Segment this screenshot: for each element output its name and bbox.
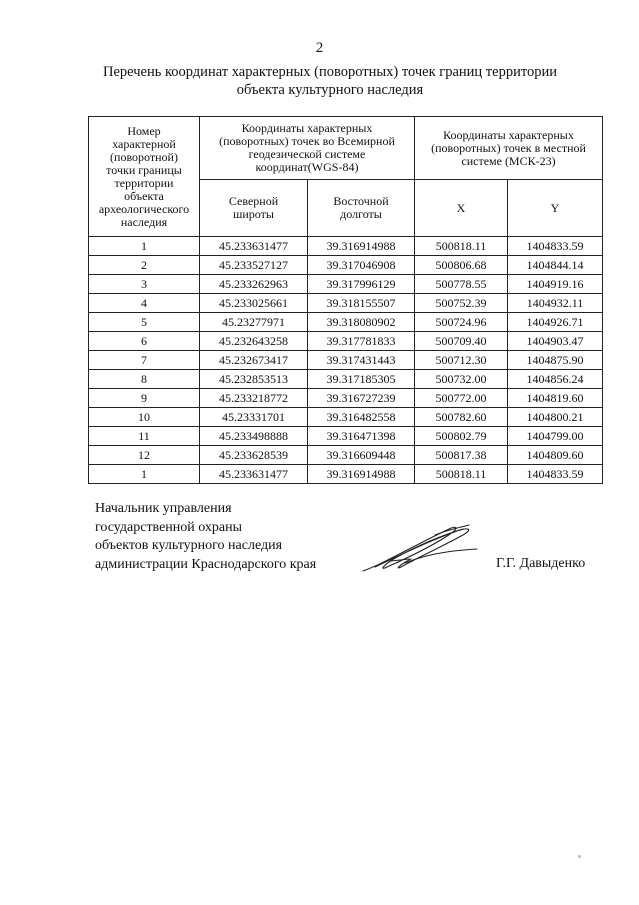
cell-num: 5 xyxy=(89,313,200,332)
cell-east: 39.317185305 xyxy=(308,370,415,389)
header-point-number: Номер характерной (поворотной) точки границы территории объекта археологического наследия xyxy=(89,117,200,237)
cell-x: 500752.39 xyxy=(415,294,508,313)
cell-y: 1404903.47 xyxy=(508,332,603,351)
cell-x: 500778.55 xyxy=(415,275,508,294)
cell-north: 45.233631477 xyxy=(200,237,308,256)
cell-num: 2 xyxy=(89,256,200,275)
signatory-position-line: объектов культурного наследия xyxy=(95,538,283,553)
signature-block xyxy=(95,500,316,574)
handwritten-signature xyxy=(345,515,495,585)
cell-north: 45.233631477 xyxy=(200,465,308,484)
signatory-position-line: Начальник управления xyxy=(95,501,232,516)
cell-x: 500818.11 xyxy=(415,465,508,484)
cell-y: 1404819.60 xyxy=(508,389,603,408)
cell-east: 39.317046908 xyxy=(308,256,415,275)
cell-x: 500732.00 xyxy=(415,370,508,389)
cell-num: 11 xyxy=(89,427,200,446)
cell-num: 10 xyxy=(89,408,200,427)
signatory-position-line: государственной охраны xyxy=(95,519,243,535)
cell-x: 500782.60 xyxy=(415,408,508,427)
cell-x: 500802.79 xyxy=(415,427,508,446)
header-x: X xyxy=(415,180,508,237)
title-line-2: объекта культурного наследия xyxy=(236,82,424,98)
cell-num: 1 xyxy=(89,237,200,256)
cell-x: 500818.11 xyxy=(415,237,508,256)
cell-east: 39.316914988 xyxy=(308,237,415,256)
table-row xyxy=(89,389,603,408)
cell-north: 45.232673417 xyxy=(200,351,308,370)
table-row xyxy=(89,275,603,294)
cell-north: 45.23331701 xyxy=(200,408,308,427)
scan-speck xyxy=(578,855,581,858)
table-row xyxy=(89,237,603,256)
header-y: Y xyxy=(508,180,603,237)
signatory-position-line: администрации Краснодарского края xyxy=(95,556,317,572)
cell-east: 39.316482558 xyxy=(308,408,415,427)
cell-east: 39.317781833 xyxy=(308,332,415,351)
cell-x: 500712.30 xyxy=(415,351,508,370)
cell-y: 1404799.00 xyxy=(508,427,603,446)
title-line-1: Перечень координат характерных (поворотных) точек границ территории xyxy=(102,64,558,80)
cell-x: 500772.00 xyxy=(415,389,508,408)
cell-north: 45.233498888 xyxy=(200,427,308,446)
header-wgs84: Координаты характерных (поворотных) точек во Всемирной геодезической системе координат(WGS-84) xyxy=(200,117,415,180)
table-row xyxy=(89,256,603,275)
cell-y: 1404856.24 xyxy=(508,370,603,389)
cell-east: 39.317996129 xyxy=(308,275,415,294)
coordinates-table xyxy=(88,116,603,484)
table-row xyxy=(89,446,603,465)
cell-y: 1404800.21 xyxy=(508,408,603,427)
cell-y: 1404932.11 xyxy=(508,294,603,313)
cell-east: 39.316914988 xyxy=(308,465,415,484)
table-row xyxy=(89,294,603,313)
cell-east: 39.317431443 xyxy=(308,351,415,370)
cell-y: 1404833.59 xyxy=(508,237,603,256)
cell-num: 3 xyxy=(89,275,200,294)
cell-north: 45.233025661 xyxy=(200,294,308,313)
signer-name: Г.Г. Давыденко xyxy=(496,556,586,571)
cell-north: 45.233628539 xyxy=(200,446,308,465)
cell-y: 1404844.14 xyxy=(508,256,603,275)
table-row xyxy=(89,427,603,446)
cell-num: 6 xyxy=(89,332,200,351)
cell-num: 12 xyxy=(89,446,200,465)
table-row xyxy=(89,313,603,332)
table-row xyxy=(89,370,603,389)
cell-num: 9 xyxy=(89,389,200,408)
cell-y: 1404809.60 xyxy=(508,446,603,465)
cell-north: 45.233527127 xyxy=(200,256,308,275)
cell-east: 39.316727239 xyxy=(308,389,415,408)
table-row xyxy=(89,332,603,351)
page-number: 2 xyxy=(315,40,324,56)
cell-num: 4 xyxy=(89,294,200,313)
document-title xyxy=(60,63,600,99)
cell-north: 45.232853513 xyxy=(200,370,308,389)
cell-x: 500817.38 xyxy=(415,446,508,465)
table-row xyxy=(89,408,603,427)
cell-x: 500806.68 xyxy=(415,256,508,275)
cell-north: 45.23277971 xyxy=(200,313,308,332)
table-row xyxy=(89,351,603,370)
cell-num: 7 xyxy=(89,351,200,370)
cell-y: 1404919.16 xyxy=(508,275,603,294)
cell-east: 39.316609448 xyxy=(308,446,415,465)
cell-num: 8 xyxy=(89,370,200,389)
cell-north: 45.232643258 xyxy=(200,332,308,351)
cell-east: 39.318155507 xyxy=(308,294,415,313)
cell-num: 1 xyxy=(89,465,200,484)
cell-east: 39.316471398 xyxy=(308,427,415,446)
header-north-latitude: Северной широты xyxy=(200,180,308,237)
cell-east: 39.318080902 xyxy=(308,313,415,332)
cell-y: 1404833.59 xyxy=(508,465,603,484)
cell-north: 45.233218772 xyxy=(200,389,308,408)
cell-y: 1404875.90 xyxy=(508,351,603,370)
header-east-longitude: Восточной долготы xyxy=(308,180,415,237)
cell-x: 500709.40 xyxy=(415,332,508,351)
cell-x: 500724.96 xyxy=(415,313,508,332)
header-msk23: Координаты характерных (поворотных) точек в местной системе (МСК-23) xyxy=(415,117,603,180)
cell-north: 45.233262963 xyxy=(200,275,308,294)
table-row xyxy=(89,465,603,484)
cell-y: 1404926.71 xyxy=(508,313,603,332)
